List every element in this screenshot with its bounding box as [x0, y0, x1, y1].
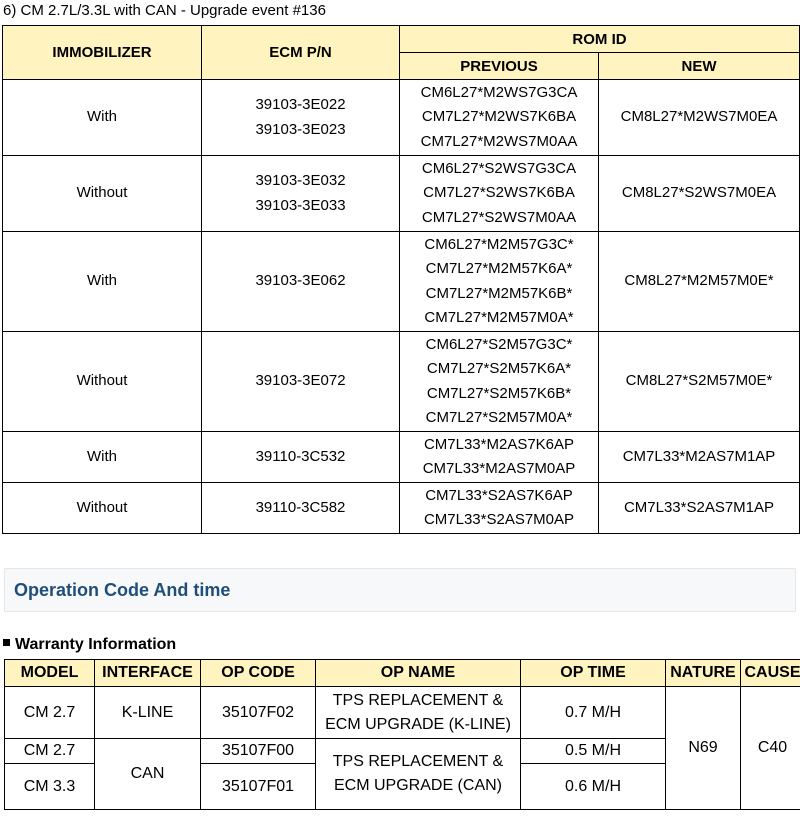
- cause-cell: C40: [741, 687, 800, 810]
- ecm-pn-cell: 39103-3E022 39103-3E023: [202, 80, 400, 156]
- section-title: 6) CM 2.7L/3.3L with CAN - Upgrade event #136: [3, 2, 326, 19]
- table-row: [3, 80, 800, 156]
- previous-rom-cell: CM6L27*S2WS7G3CA CM7L27*S2WS7K6BA CM7L27*S2WS7M0AA: [400, 156, 599, 232]
- ecm-pn-cell: 39103-3E032 39103-3E033: [202, 156, 400, 232]
- header-interface: INTERFACE: [95, 660, 201, 687]
- model-cell: CM 2.7: [5, 739, 95, 764]
- previous-rom-cell: CM6L27*M2M57G3C* CM7L27*M2M57K6A* CM7L27*M2M57K6B* CM7L27*M2M57M0A*: [400, 232, 599, 332]
- table-row: [3, 432, 800, 483]
- new-rom-cell: CM8L27*M2WS7M0EA: [599, 80, 800, 156]
- op-name-cell: TPS REPLACEMENT & ECM UPGRADE (CAN): [316, 739, 521, 810]
- header-new: NEW: [599, 53, 800, 80]
- table-row: [3, 156, 800, 232]
- model-cell: CM 2.7: [5, 687, 95, 739]
- op-code-cell: 35107F01: [201, 764, 316, 810]
- table-row: [3, 332, 800, 432]
- previous-rom-cell: CM7L33*S2AS7K6AP CM7L33*S2AS7M0AP: [400, 483, 599, 534]
- square-bullet-icon: [3, 639, 10, 646]
- new-rom-cell: CM7L33*S2AS7M1AP: [599, 483, 800, 534]
- rom-id-table: [2, 25, 800, 534]
- op-time-cell: 0.5 M/H: [521, 739, 666, 764]
- table-row: [3, 483, 800, 534]
- op-time-cell: 0.7 M/H: [521, 687, 666, 739]
- header-immobilizer: IMMOBILIZER: [3, 26, 202, 80]
- header-previous: PREVIOUS: [400, 53, 599, 80]
- table-row: [3, 232, 800, 332]
- immobilizer-cell: With: [3, 232, 202, 332]
- immobilizer-cell: With: [3, 432, 202, 483]
- header-nature: NATURE: [666, 660, 741, 687]
- new-rom-cell: CM7L33*M2AS7M1AP: [599, 432, 800, 483]
- header-rom-id: ROM ID: [400, 26, 800, 53]
- op-code-cell: 35107F02: [201, 687, 316, 739]
- header-op-code: OP CODE: [201, 660, 316, 687]
- ecm-pn-cell: 39110-3C582: [202, 483, 400, 534]
- new-rom-cell: CM8L27*S2M57M0E*: [599, 332, 800, 432]
- header-op-time: OP TIME: [521, 660, 666, 687]
- header-ecm-pn: ECM P/N: [202, 26, 400, 80]
- operation-code-banner: [4, 568, 796, 612]
- header-op-name: OP NAME: [316, 660, 521, 687]
- new-rom-cell: CM8L27*M2M57M0E*: [599, 232, 800, 332]
- previous-rom-cell: CM6L27*S2M57G3C* CM7L27*S2M57K6A* CM7L27*S2M57K6B* CM7L27*S2M57M0A*: [400, 332, 599, 432]
- warranty-info-label: Warranty Information: [3, 636, 176, 654]
- interface-cell: K-LINE: [95, 687, 201, 739]
- model-cell: CM 3.3: [5, 764, 95, 810]
- immobilizer-cell: Without: [3, 156, 202, 232]
- previous-rom-cell: CM6L27*M2WS7G3CA CM7L27*M2WS7K6BA CM7L27*M2WS7M0AA: [400, 80, 599, 156]
- header-cause: CAUSE: [741, 660, 800, 687]
- op-name-cell: TPS REPLACEMENT & ECM UPGRADE (K-LINE): [316, 687, 521, 739]
- op-time-cell: 0.6 M/H: [521, 764, 666, 810]
- operation-heading: Operation Code And time: [14, 580, 231, 600]
- ecm-pn-cell: 39103-3E072: [202, 332, 400, 432]
- nature-cell: N69: [666, 687, 741, 810]
- op-code-cell: 35107F00: [201, 739, 316, 764]
- new-rom-cell: CM8L27*S2WS7M0EA: [599, 156, 800, 232]
- ecm-pn-cell: 39103-3E062: [202, 232, 400, 332]
- immobilizer-cell: Without: [3, 332, 202, 432]
- ecm-pn-cell: 39110-3C532: [202, 432, 400, 483]
- previous-rom-cell: CM7L33*M2AS7K6AP CM7L33*M2AS7M0AP: [400, 432, 599, 483]
- table-row: [5, 687, 800, 739]
- header-model: MODEL: [5, 660, 95, 687]
- warranty-table: [4, 659, 800, 810]
- interface-cell: CAN: [95, 739, 201, 810]
- immobilizer-cell: Without: [3, 483, 202, 534]
- immobilizer-cell: With: [3, 80, 202, 156]
